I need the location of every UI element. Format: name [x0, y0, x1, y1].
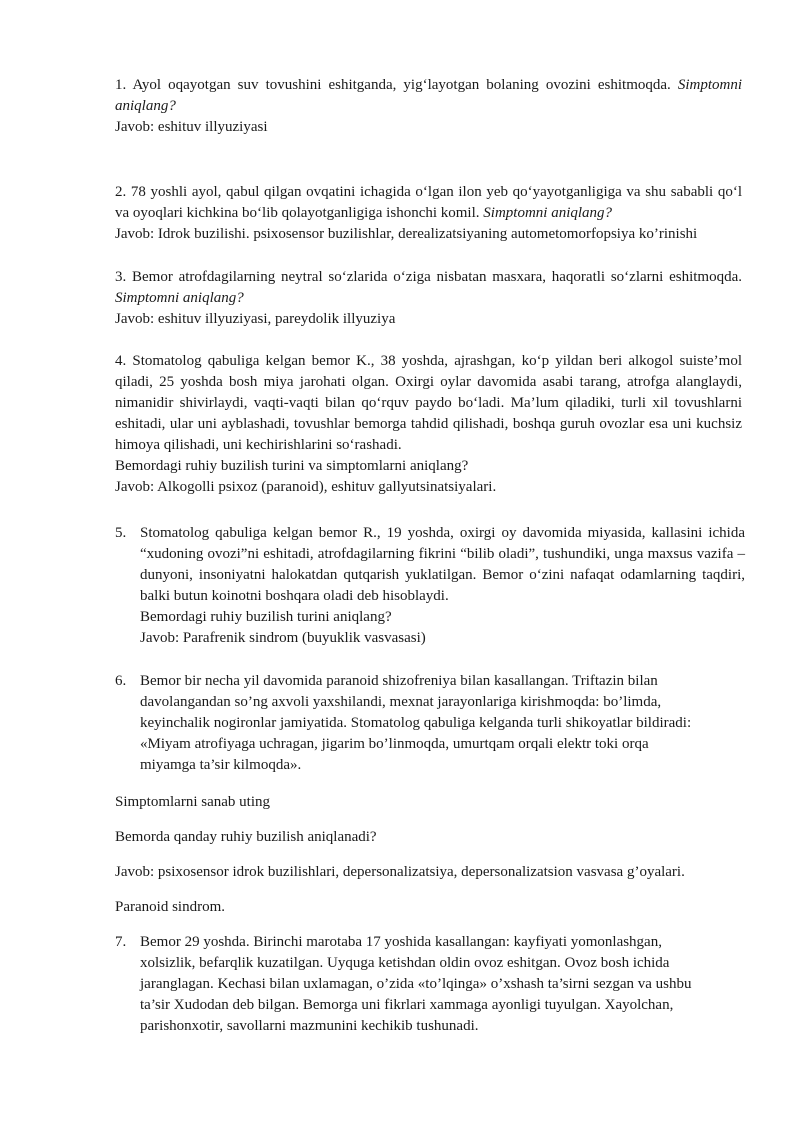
question-7-line: jaranglagan. Kechasi bilan uxlamagan, o’zida «to’lqinga» o’xshash ta’sirni sezgan va ushbu	[140, 976, 692, 992]
question-4-question: Bemordagi ruhiy buzilish turini va simptomlarni aniqlang?	[115, 458, 469, 474]
question-3-answer: Javob: eshituv illyuziyasi, pareydolik illyuziya	[115, 311, 396, 327]
question-4	[115, 351, 742, 498]
question-6-line: keyinchalik nogironlar jamiyatida. Stomatolog qabuliga kelganda turli shikoyatlar bildiradi:	[140, 715, 692, 731]
question-4-text: 4. Stomatolog qabuliga kelgan bemor K., 38 yoshda, ajrashgan, ko‘p yildan beri alkogol suiste’mol qiladi, 25 yoshda bosh miya jarohati olgan. Oxirgi oylar davomida asabi tarang, atrofga alanglaydi, nimanidir shivirlaydi, vaqti-vaqti bilan qo‘rquv paydo bo‘ladi. Ma’lum qiladiki, turli xil tovushlarni eshitadi, ular uni ayblashadi, tovushlar bemorga tahdid qilishadi, boshqa guruh ovozlar esa uni kuchsiz himoya qilishadi, uni kechirishlarini so‘rashadi.	[115, 353, 742, 453]
question-6-line: miyamga ta’sir kilmoqda».	[140, 757, 302, 773]
question-2-prompt: Simptomni aniqlang?	[483, 205, 613, 221]
question-5-number: 5.	[115, 525, 127, 541]
question-7-line: parishonxotir, savollarni mazmunini kechikib tushunadi.	[140, 1018, 479, 1034]
question-3-text: 3. Bemor atrofdagilarning neytral so‘zlarida o‘ziga nisbatan masxara, haqoratli so‘zlarni eshitmoqda.	[115, 269, 742, 285]
question-1	[115, 75, 742, 138]
question-2	[115, 182, 742, 245]
question-6-number: 6.	[115, 673, 127, 689]
question-3-prompt: Simptomni aniqlang?	[115, 290, 244, 306]
question-5-answer: Javob: Parafrenik sindrom (buyuklik vasvasasi)	[140, 630, 426, 646]
question-6-line: «Miyam atrofiyaga uchragan, jigarim bo’linmoqda, umurtqam orqali elektr toki orqa	[140, 736, 649, 752]
question-1-answer: Javob: eshituv illyuziyasi	[115, 119, 268, 135]
question-1-prompt: Simptomni aniqlang?	[115, 77, 743, 114]
question-7-line: ta’sir Xudodan deb bilgan. Bemorga uni fikrlari xammaga ayonligi tuyulgan. Xayolchan,	[140, 997, 674, 1013]
question-2-text: 2. 78 yoshli ayol, qabul qilgan ovqatini ichagida o‘lgan ilon yeb qo‘yayotganligiga va shu sababli qo‘l va oyoqlari kichkina bo‘lib qolayotganligiga ishonchi komil.	[115, 184, 742, 221]
question-6-line: Bemor bir necha yil davomida paranoid shizofreniya bilan kasallangan. Triftazin bilan	[140, 673, 658, 689]
question-5-question: Bemordagi ruhiy buzilish turini aniqlang?	[140, 609, 392, 625]
question-7-line: Bemor 29 yoshda. Birinchi marotaba 17 yoshida kasallangan: kayfiyati yomonlashgan,	[140, 934, 662, 950]
question-7-line: xolsizlik, befarqlik kuzatilgan. Uyquga ketishdan oldin ovoz eshitgan. Ovoz bosh ichida	[140, 955, 670, 971]
question-1-text: 1. Ayol oqayotgan suv tovushini eshitganda, yig‘layotgan bolaning ovozini eshitmoqda.	[115, 77, 671, 93]
question-4-answer: Javob: Alkogolli psixoz (paranoid), eshituv gallyutsinatsiyalari.	[115, 479, 497, 495]
question-6-answer: Javob: psixosensor idrok buzilishlari, depersonalizatsiya, depersonalizatsion vasvasa g’oyalari.	[115, 864, 685, 880]
question-6	[140, 671, 745, 776]
question-6-symptoms: Simptomlarni sanab uting	[115, 794, 270, 810]
question-6-extra: Paranoid sindrom.	[115, 899, 225, 915]
question-5-text: Stomatolog qabuliga kelgan bemor R., 19 yoshda, oxirgi oy davomida miyasida, kallasini ichida “xudoning ovozi”ni eshitadi, atrofdagilarning fikrini “bilib oladi”, tushundiki, unga maxsus vazifa – dunyoni, insoniyatni halokatdan qutqarish yuklatilgan. Bemor o‘zini nafaqat odamlarning taqdiri, balki butun koinotni boshqara oladi deb hisoblaydi.	[140, 525, 745, 604]
question-6-question: Bemorda qanday ruhiy buzilish aniqlanadi?	[115, 829, 377, 845]
question-7-number: 7.	[115, 934, 127, 950]
question-2-answer: Javob: Idrok buzilishi. psixosensor buzilishlar, derealizatsiyaning autometomorfopsiya ko’rinishi	[115, 226, 698, 242]
question-7	[140, 932, 745, 1037]
question-3	[115, 267, 742, 330]
question-5	[140, 523, 745, 649]
question-6-line: davolangandan so’ng axvoli yaxshilandi, mexnat jarayonlariga kirishmoqda: bo’limda,	[140, 694, 662, 710]
